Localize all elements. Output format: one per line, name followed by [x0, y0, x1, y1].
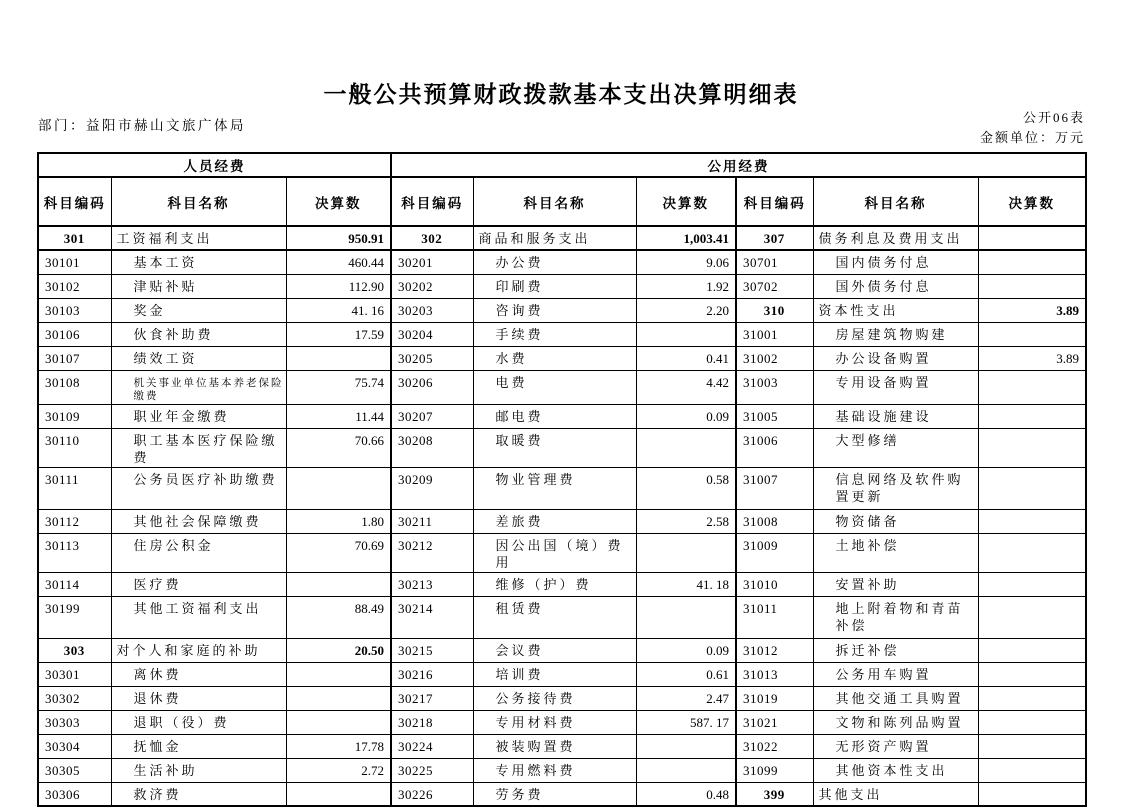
- table-row: [38, 428, 1086, 467]
- subject-code-cell: 30303: [38, 710, 111, 734]
- subject-name-cell: 职业年金缴费: [111, 404, 286, 428]
- subject-name-header: 科目名称: [111, 177, 286, 226]
- subject-name-header: 科目名称: [473, 177, 636, 226]
- subject-code-cell: 31005: [736, 404, 813, 428]
- final-amount-cell: [978, 322, 1086, 346]
- subject-name-cell: 退职（役）费: [111, 710, 286, 734]
- final-amount-cell: 17.78: [286, 734, 391, 758]
- subject-code-cell: 30217: [391, 686, 473, 710]
- table-row: [38, 509, 1086, 533]
- subject-name-cell: 机关事业单位基本养老保险缴费: [111, 370, 286, 404]
- subject-name-cell: 无形资产购置: [813, 734, 978, 758]
- subject-name-cell: 工资福利支出: [111, 226, 286, 250]
- final-amount-cell: 11.44: [286, 404, 391, 428]
- subject-code-cell: 31019: [736, 686, 813, 710]
- subject-code-cell: 31003: [736, 370, 813, 404]
- final-amount-cell: [636, 428, 736, 467]
- subject-name-cell: 拆迁补偿: [813, 638, 978, 662]
- subject-name-cell: 离休费: [111, 662, 286, 686]
- subject-code-cell: 31011: [736, 596, 813, 638]
- subject-code-cell: 31012: [736, 638, 813, 662]
- subject-name-cell: 邮电费: [473, 404, 636, 428]
- subject-code-cell: 31010: [736, 572, 813, 596]
- subject-code-cell: 30225: [391, 758, 473, 782]
- subject-code-cell: 31099: [736, 758, 813, 782]
- table-row: [38, 662, 1086, 686]
- table-row: [38, 638, 1086, 662]
- final-amount-cell: [978, 250, 1086, 274]
- subject-name-cell: 土地补偿: [813, 533, 978, 572]
- final-amount-cell: [978, 662, 1086, 686]
- subject-code-cell: 30209: [391, 467, 473, 509]
- table-row: [38, 404, 1086, 428]
- subject-name-cell: 物资储备: [813, 509, 978, 533]
- final-amount-cell: 9.06: [636, 250, 736, 274]
- final-amount-cell: 88.49: [286, 596, 391, 638]
- subject-code-cell: 31002: [736, 346, 813, 370]
- final-amount-cell: 4.42: [636, 370, 736, 404]
- subject-code-cell: 30211: [391, 509, 473, 533]
- subject-name-cell: 会议费: [473, 638, 636, 662]
- subject-name-cell: 奖金: [111, 298, 286, 322]
- final-amount-cell: 2.72: [286, 758, 391, 782]
- table-row: [38, 346, 1086, 370]
- subject-name-cell: 地上附着物和青苗补偿: [813, 596, 978, 638]
- final-amount-cell: [978, 533, 1086, 572]
- subject-code-cell: 303: [38, 638, 111, 662]
- subject-code-cell: 31022: [736, 734, 813, 758]
- subject-name-cell: 安置补助: [813, 572, 978, 596]
- subject-name-cell: 专用燃料费: [473, 758, 636, 782]
- final-amount-cell: 3.89: [978, 346, 1086, 370]
- subject-name-cell: 专用材料费: [473, 710, 636, 734]
- final-amount-cell: [286, 686, 391, 710]
- subject-name-cell: 办公费: [473, 250, 636, 274]
- subject-name-cell: 租赁费: [473, 596, 636, 638]
- subject-code-cell: 30302: [38, 686, 111, 710]
- subject-code-header: 科目编码: [38, 177, 111, 226]
- subject-name-cell: 职工基本医疗保险缴费: [111, 428, 286, 467]
- final-amount-cell: 2.58: [636, 509, 736, 533]
- subject-name-cell: 文物和陈列品购置: [813, 710, 978, 734]
- final-amount-cell: [286, 782, 391, 806]
- final-amount-cell: [636, 734, 736, 758]
- subject-code-cell: 399: [736, 782, 813, 806]
- subject-name-cell: 伙食补助费: [111, 322, 286, 346]
- final-amount-header: 决算数: [286, 177, 391, 226]
- subject-name-cell: 国外债务付息: [813, 274, 978, 298]
- table-row: [38, 596, 1086, 638]
- final-amount-cell: [636, 322, 736, 346]
- final-amount-cell: 41. 16: [286, 298, 391, 322]
- table-row: [38, 782, 1086, 806]
- subject-name-cell: 公务接待费: [473, 686, 636, 710]
- subject-code-cell: 30109: [38, 404, 111, 428]
- subject-code-cell: 31008: [736, 509, 813, 533]
- table-row: [38, 250, 1086, 274]
- final-amount-cell: [286, 710, 391, 734]
- subject-code-cell: 30305: [38, 758, 111, 782]
- table-header: [38, 153, 1086, 226]
- final-amount-cell: [286, 662, 391, 686]
- subject-code-cell: 31007: [736, 467, 813, 509]
- final-amount-cell: 587. 17: [636, 710, 736, 734]
- final-amount-cell: 0.58: [636, 467, 736, 509]
- subject-name-cell: 基础设施建设: [813, 404, 978, 428]
- subject-name-cell: 其他交通工具购置: [813, 686, 978, 710]
- final-amount-cell: 17.59: [286, 322, 391, 346]
- subject-name-cell: 专用设备购置: [813, 370, 978, 404]
- final-amount-cell: 0.61: [636, 662, 736, 686]
- final-amount-cell: [978, 226, 1086, 250]
- subject-name-cell: 取暖费: [473, 428, 636, 467]
- subject-code-cell: 30306: [38, 782, 111, 806]
- table-row: [38, 298, 1086, 322]
- table-row: [38, 686, 1086, 710]
- final-amount-cell: [978, 509, 1086, 533]
- subject-code-cell: 30203: [391, 298, 473, 322]
- table-row: [38, 734, 1086, 758]
- table-body: [38, 226, 1086, 806]
- subject-code-cell: 30114: [38, 572, 111, 596]
- subject-name-cell: 对个人和家庭的补助: [111, 638, 286, 662]
- subject-code-cell: 30304: [38, 734, 111, 758]
- table-row: [38, 572, 1086, 596]
- subject-code-cell: 30111: [38, 467, 111, 509]
- subject-code-cell: 30226: [391, 782, 473, 806]
- final-amount-cell: [978, 404, 1086, 428]
- final-amount-cell: 0.41: [636, 346, 736, 370]
- subject-code-cell: 30213: [391, 572, 473, 596]
- subject-name-cell: 抚恤金: [111, 734, 286, 758]
- subject-code-cell: 30215: [391, 638, 473, 662]
- subject-name-cell: 水费: [473, 346, 636, 370]
- subject-name-cell: 住房公积金: [111, 533, 286, 572]
- subject-code-cell: 30205: [391, 346, 473, 370]
- subject-code-cell: 30110: [38, 428, 111, 467]
- subject-code-cell: 31013: [736, 662, 813, 686]
- final-amount-cell: 460.44: [286, 250, 391, 274]
- department-label: 部门：益阳市赫山文旅广体局: [38, 118, 246, 133]
- subject-name-cell: 商品和服务支出: [473, 226, 636, 250]
- subject-name-cell: 资本性支出: [813, 298, 978, 322]
- subject-code-cell: 30103: [38, 298, 111, 322]
- subject-name-header: 科目名称: [813, 177, 978, 226]
- final-amount-header: 决算数: [978, 177, 1086, 226]
- subject-code-header: 科目编码: [736, 177, 813, 226]
- subject-name-cell: 其他工资福利支出: [111, 596, 286, 638]
- final-amount-cell: [286, 346, 391, 370]
- subject-code-cell: 30113: [38, 533, 111, 572]
- final-amount-cell: [978, 596, 1086, 638]
- subject-code-cell: 310: [736, 298, 813, 322]
- subject-code-cell: 30108: [38, 370, 111, 404]
- subject-name-cell: 救济费: [111, 782, 286, 806]
- subject-code-cell: 30224: [391, 734, 473, 758]
- final-amount-cell: 1,003.41: [636, 226, 736, 250]
- final-amount-cell: 1.92: [636, 274, 736, 298]
- table-row: [38, 467, 1086, 509]
- final-amount-cell: [978, 782, 1086, 806]
- final-amount-cell: 2.47: [636, 686, 736, 710]
- table-number-label: 公开06表: [1022, 110, 1085, 125]
- subject-name-cell: 国内债务付息: [813, 250, 978, 274]
- subject-code-cell: 31006: [736, 428, 813, 467]
- subject-code-cell: 30214: [391, 596, 473, 638]
- subject-name-cell: 被装购置费: [473, 734, 636, 758]
- group-header-row: [38, 153, 1086, 177]
- subject-name-cell: 房屋建筑物购建: [813, 322, 978, 346]
- final-amount-cell: [286, 467, 391, 509]
- subject-name-cell: 物业管理费: [473, 467, 636, 509]
- subject-code-cell: 30199: [38, 596, 111, 638]
- final-amount-cell: [286, 572, 391, 596]
- subject-name-cell: 其他社会保障缴费: [111, 509, 286, 533]
- final-amount-cell: 950.91: [286, 226, 391, 250]
- subject-name-cell: 大型修缮: [813, 428, 978, 467]
- final-amount-cell: 2.20: [636, 298, 736, 322]
- subject-code-cell: 30301: [38, 662, 111, 686]
- table-meta: [980, 108, 1085, 148]
- final-amount-cell: [978, 428, 1086, 467]
- final-amount-cell: [978, 274, 1086, 298]
- subject-name-cell: 咨询费: [473, 298, 636, 322]
- subject-name-cell: 手续费: [473, 322, 636, 346]
- subject-name-cell: 信息网络及软件购置更新: [813, 467, 978, 509]
- subject-code-cell: 30208: [391, 428, 473, 467]
- subject-code-cell: 30218: [391, 710, 473, 734]
- subject-name-cell: 因公出国（境）费用: [473, 533, 636, 572]
- subject-name-cell: 印刷费: [473, 274, 636, 298]
- subject-code-cell: 30212: [391, 533, 473, 572]
- subject-code-cell: 30202: [391, 274, 473, 298]
- subject-name-cell: 退休费: [111, 686, 286, 710]
- subject-name-cell: 劳务费: [473, 782, 636, 806]
- subject-name-cell: 其他支出: [813, 782, 978, 806]
- final-amount-cell: 75.74: [286, 370, 391, 404]
- final-amount-cell: [978, 710, 1086, 734]
- final-amount-cell: [978, 370, 1086, 404]
- unit-label: 金额单位：万元: [979, 130, 1085, 145]
- subject-code-cell: 307: [736, 226, 813, 250]
- subject-name-cell: 债务利息及费用支出: [813, 226, 978, 250]
- final-amount-cell: [978, 467, 1086, 509]
- subject-name-cell: 电费: [473, 370, 636, 404]
- final-amount-cell: 112.90: [286, 274, 391, 298]
- subject-code-cell: 30702: [736, 274, 813, 298]
- table-row: [38, 758, 1086, 782]
- subject-code-cell: 30107: [38, 346, 111, 370]
- table-row: [38, 274, 1086, 298]
- final-amount-cell: [636, 758, 736, 782]
- final-amount-cell: 0.09: [636, 638, 736, 662]
- final-amount-cell: 0.48: [636, 782, 736, 806]
- page-title: 一般公共预算财政拨款基本支出决算明细表: [323, 82, 799, 107]
- subject-name-cell: 办公设备购置: [813, 346, 978, 370]
- final-amount-cell: [978, 572, 1086, 596]
- subject-code-cell: 30106: [38, 322, 111, 346]
- group-header-public: 公用经费: [391, 153, 1086, 177]
- subject-code-cell: 30701: [736, 250, 813, 274]
- final-amount-cell: [636, 533, 736, 572]
- subject-code-cell: 30207: [391, 404, 473, 428]
- table-row: [38, 710, 1086, 734]
- subject-code-cell: 30206: [391, 370, 473, 404]
- subject-code-cell: 30101: [38, 250, 111, 274]
- column-header-row: [38, 177, 1086, 226]
- subject-code-cell: 301: [38, 226, 111, 250]
- subject-code-header: 科目编码: [391, 177, 473, 226]
- subject-code-cell: 30216: [391, 662, 473, 686]
- subject-name-cell: 差旅费: [473, 509, 636, 533]
- final-amount-cell: [636, 596, 736, 638]
- subject-code-cell: 31009: [736, 533, 813, 572]
- final-amount-cell: [978, 734, 1086, 758]
- subject-name-cell: 公务员医疗补助缴费: [111, 467, 286, 509]
- group-header-personnel: 人员经费: [38, 153, 391, 177]
- subject-name-cell: 其他资本性支出: [813, 758, 978, 782]
- final-amount-cell: [978, 758, 1086, 782]
- final-amount-cell: 70.69: [286, 533, 391, 572]
- subject-code-cell: 302: [391, 226, 473, 250]
- subject-code-cell: 30201: [391, 250, 473, 274]
- final-amount-cell: 41. 18: [636, 572, 736, 596]
- final-amount-cell: 0.09: [636, 404, 736, 428]
- table-row: [38, 370, 1086, 404]
- final-amount-cell: 70.66: [286, 428, 391, 467]
- table-row: [38, 533, 1086, 572]
- final-amount-cell: [978, 686, 1086, 710]
- subject-name-cell: 生活补助: [111, 758, 286, 782]
- subject-code-cell: 30102: [38, 274, 111, 298]
- subject-name-cell: 维修（护）费: [473, 572, 636, 596]
- budget-table: [37, 152, 1087, 807]
- subject-name-cell: 基本工资: [111, 250, 286, 274]
- table-row: [38, 322, 1086, 346]
- subject-code-cell: 30204: [391, 322, 473, 346]
- final-amount-cell: 20.50: [286, 638, 391, 662]
- final-amount-cell: 3.89: [978, 298, 1086, 322]
- subject-name-cell: 公务用车购置: [813, 662, 978, 686]
- subject-code-cell: 31001: [736, 322, 813, 346]
- subject-name-cell: 培训费: [473, 662, 636, 686]
- final-amount-cell: 1.80: [286, 509, 391, 533]
- table-row: [38, 226, 1086, 250]
- final-amount-cell: [978, 638, 1086, 662]
- subject-code-cell: 31021: [736, 710, 813, 734]
- subject-name-cell: 医疗费: [111, 572, 286, 596]
- subject-name-cell: 绩效工资: [111, 346, 286, 370]
- subject-name-cell: 津贴补贴: [111, 274, 286, 298]
- subject-code-cell: 30112: [38, 509, 111, 533]
- final-amount-header: 决算数: [636, 177, 736, 226]
